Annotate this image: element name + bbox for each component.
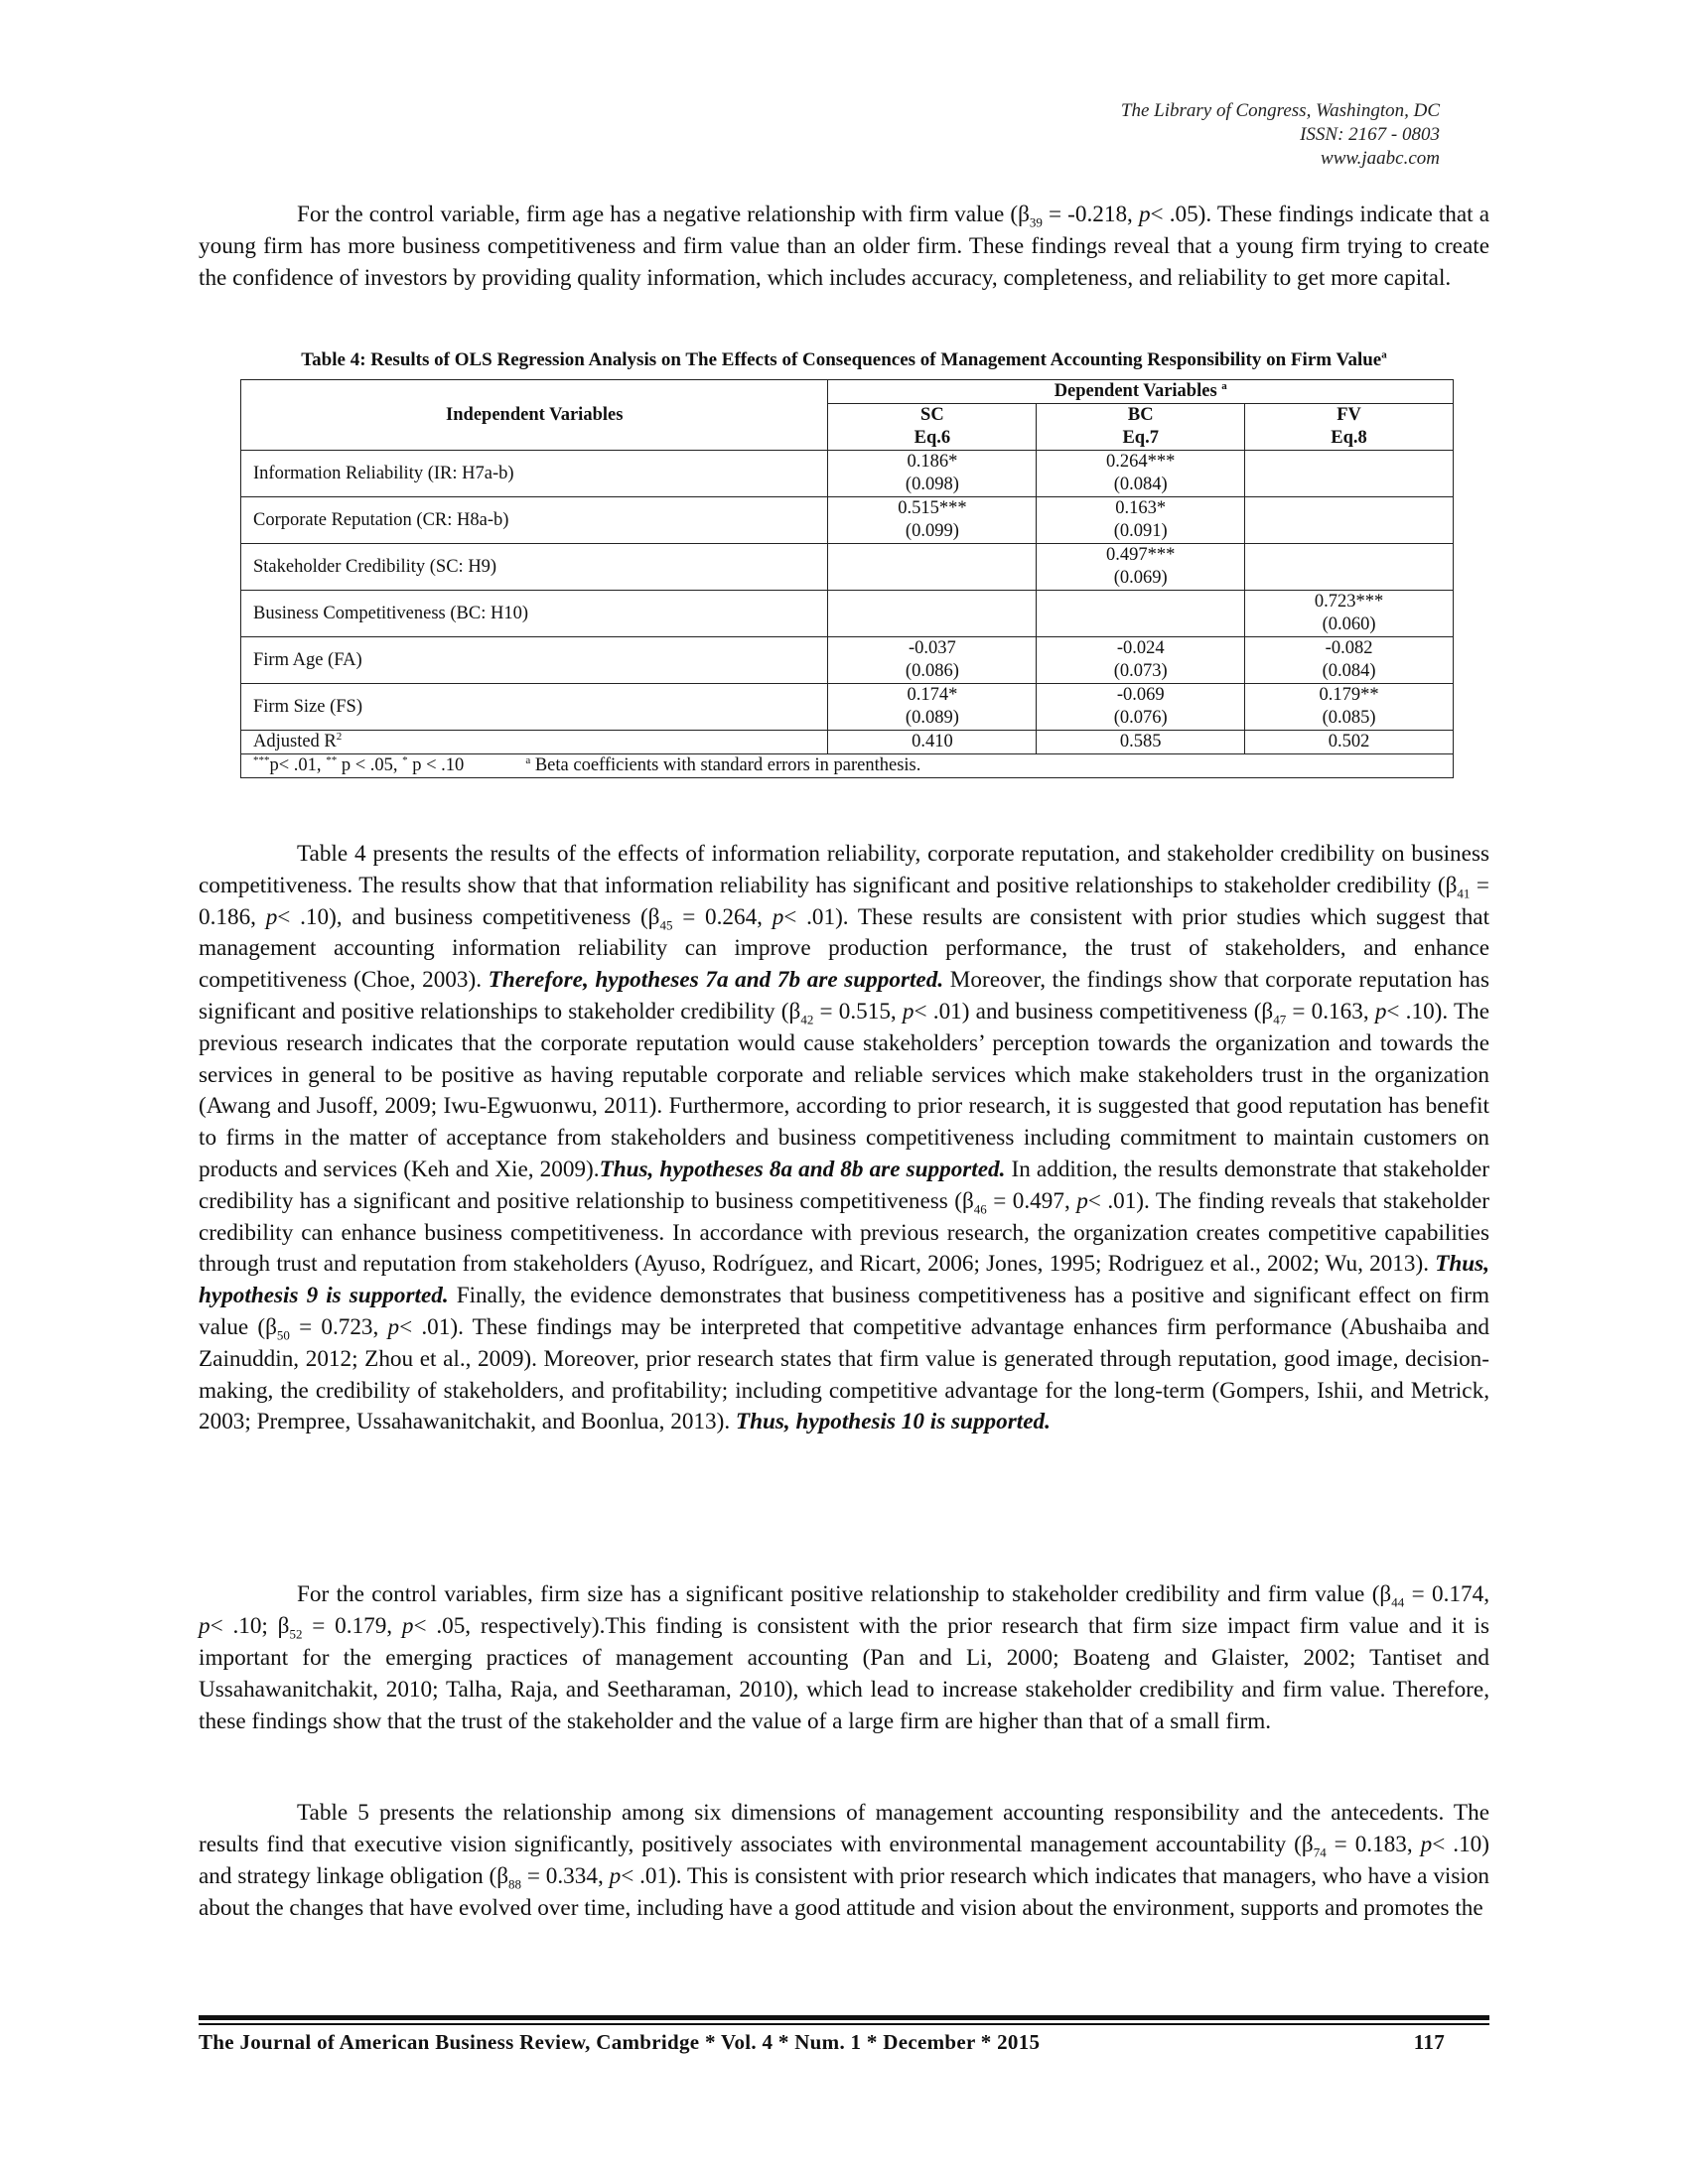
paragraph-control-variable: For the control variable, firm age has a negative relationship with firm value ($\beta_{39} = -0.218$, p< .05). These findings indicate that a young firm has more business competitiveness and firm value than an older firm. These findings reveal that a young firm trying to create the confidence of investors by providing quality information, which includes accuracy, completeness, and reliability to get more capital. — [199, 202, 1489, 291]
row-label: Corporate Reputation (CR: H8a-b) — [241, 497, 828, 544]
adjusted-r2-bc: 0.585 — [1037, 731, 1245, 754]
col-eq-fv: Eq.8 — [1245, 427, 1454, 451]
adjusted-r2-row — [241, 731, 1454, 754]
table-header-row — [241, 380, 1454, 404]
table-cell — [828, 591, 1037, 637]
running-header — [1121, 99, 1440, 171]
footer-rule-thin — [199, 2023, 1489, 2025]
header-website: www.jaabc.com — [1321, 148, 1440, 169]
page-number: 117 — [1413, 2029, 1445, 2054]
table-note: ***p< .01, ** p < .05, * p < .10 $^a$ Beta coefficients with standard errors in parenthesis. — [241, 754, 1454, 778]
adjusted-r2-label: Adjusted $R^2$ — [241, 731, 828, 754]
table-row — [241, 451, 1454, 497]
table-cell: 0.179** (0.085) — [1245, 684, 1454, 731]
table-cell: 0.723*** (0.060) — [1245, 591, 1454, 637]
table-cell — [828, 544, 1037, 591]
adjusted-r2-sc: 0.410 — [828, 731, 1037, 754]
row-label: Firm Size (FS) — [241, 684, 828, 731]
table-row — [241, 591, 1454, 637]
table-cell: 0.186* (0.098) — [828, 451, 1037, 497]
indep-vars-header: Independent Variables — [241, 380, 828, 451]
table-cell: 0.515*** (0.099) — [828, 497, 1037, 544]
table-cell: -0.024 (0.073) — [1037, 637, 1245, 684]
adjusted-r2-fv: 0.502 — [1245, 731, 1454, 754]
col-header-fv: FV — [1245, 404, 1454, 428]
table-cell: 0.497*** (0.069) — [1037, 544, 1245, 591]
row-label: Firm Age (FA) — [241, 637, 828, 684]
table-cell — [1245, 497, 1454, 544]
col-eq-sc: Eq.6 — [828, 427, 1037, 451]
col-eq-bc: Eq.7 — [1037, 427, 1245, 451]
header-issn: ISSN: 2167 - 0803 — [1300, 124, 1440, 145]
table-row — [241, 497, 1454, 544]
table-row — [241, 684, 1454, 731]
row-label: Information Reliability (IR: H7a-b) — [241, 451, 828, 497]
table-cell — [1245, 451, 1454, 497]
table-cell — [1037, 591, 1245, 637]
table-row — [241, 544, 1454, 591]
table-cell: -0.037 (0.086) — [828, 637, 1037, 684]
table-caption: Table 4: Results of OLS Regression Analysis on The Effects of Consequences of Management Accounting Responsibility on Firm Value$^a$ — [301, 348, 1387, 370]
paragraph-table5-intro: Table 5 presents the relationship among six dimensions of management accounting responsibility and the antecedents. The results find that executive vision significantly, positively associates with environmental management accountability ($\beta_{74} = 0.183$, p< .10) and strategy linkage obligation ($\beta_{88} = 0.334$, p< .01). This is consistent with prior research which indicates that managers, who have a vision about the changes that have evolved over time, including have a good attitude and vision about the environment, supports and promotes the — [199, 1800, 1490, 1921]
regression-table — [240, 379, 1454, 778]
table-row — [241, 637, 1454, 684]
paragraph-control-variables: For the control variables, firm size has a significant positive relationship to stakeholder credibility and firm value ($\beta_{44} = 0.174$, p< .10; $\beta_{52} = 0.179$, p< .05, respectively).This finding is consistent with the prior research that firm size impact firm value and it is important for the emerging practices of management accounting (Pan and Li, 2000; Boateng and Glaister, 2002; Tantiset and Ussahawanitchakit, 2010; Talha, Raja, and Seetharaman, 2010), which lead to increase stakeholder credibility and firm value. Therefore, these findings show that the trust of the stakeholder and the value of a large firm are higher than that of a small firm. — [199, 1581, 1490, 1734]
page-footer — [199, 2015, 1489, 2055]
paragraph-table4-discussion: Table 4 presents the results of the effects of information reliability, corporate reputation, and stakeholder credibility on business competitiveness. The results show that that information reliability has significant and positive relationships to stakeholder credibility ($\beta_{41} = 0.186$, p< .10), and business competitiveness ($\beta_{45} = 0.264$, p< .01). These results are consistent with prior studies which suggest that management accounting information reliability can improve production performance, the trust of stakeholders, and enhance competitiveness (Choe, 2003). Therefore, hypotheses 7a and 7b are supported. Moreover, the findings show that corporate reputation has significant and positive relationships to stakeholder credibility ($\beta_{42} = 0.515$, p< .01) and business competitiveness ($\beta_{47} = 0.163$, p< .10). The previous research indicates that the corporate reputation would cause stakeholders’ perception towards the organization and towards the services in general to be positive as having reputable corporate and reliable services which make stakeholders trust in the organization (Awang and Jusoff, 2009; Iwu-Egwuonwu, 2011). Furthermore, according to prior research, it is suggested that good reputation has benefit to firms in the matter of acceptance from stakeholders and business competitiveness including commitment to maintain customers on products and services (Keh and Xie, 2009).Thus, hypotheses 8a and 8b are supported. In addition, the results demonstrate that stakeholder credibility has a significant and positive relationship to business competitiveness ($\beta_{46} = 0.497$, p< .01). The finding reveals that stakeholder credibility can enhance business competitiveness. In accordance with previous research, the organization creates competitive capabilities through trust and reputation from stakeholders (Ayuso, Rodríguez, and Ricart, 2006; Jones, 1995; Rodriguez et al., 2002; Wu, 2013). Thus, hypothesis 9 is supported. Finally, the evidence demonstrates that business competitiveness has a positive and significant effect on firm value ($\beta_{50} = 0.723$, p< .01). These findings may be interpreted that competitive advantage enhances firm performance (Abushaiba and Zainuddin, 2012; Zhou et al., 2009). Moreover, prior research states that firm value is generated through reputation, good image, decision-making, the credibility of stakeholders, and profitability; including competitive advantage for the long-term (Gompers, Ishii, and Metrick, 2003; Prempree, Ussahawanitchakit, and Boonlua, 2013). Thus, hypothesis 10 is supported. — [199, 841, 1490, 1435]
table-cell — [1245, 544, 1454, 591]
table-cell: -0.082 (0.084) — [1245, 637, 1454, 684]
table-cell: 0.174* (0.089) — [828, 684, 1037, 731]
footer-journal: The Journal of American Business Review, Cambridge * Vol. 4 * Num. 1 * December * 2015 — [199, 2029, 1041, 2054]
table-cell: 0.264*** (0.084) — [1037, 451, 1245, 497]
table-cell: 0.163* (0.091) — [1037, 497, 1245, 544]
table-cell: -0.069 (0.076) — [1037, 684, 1245, 731]
col-header-sc: SC — [828, 404, 1037, 428]
dep-vars-header: Dependent Variables $^a$ — [828, 380, 1454, 404]
table-note-row — [241, 754, 1454, 778]
row-label: Business Competitiveness (BC: H10) — [241, 591, 828, 637]
row-label: Stakeholder Credibility (SC: H9) — [241, 544, 828, 591]
footer-rule-thick — [199, 2015, 1489, 2020]
col-header-bc: BC — [1037, 404, 1245, 428]
header-library: The Library of Congress, Washington, DC — [1120, 100, 1440, 121]
